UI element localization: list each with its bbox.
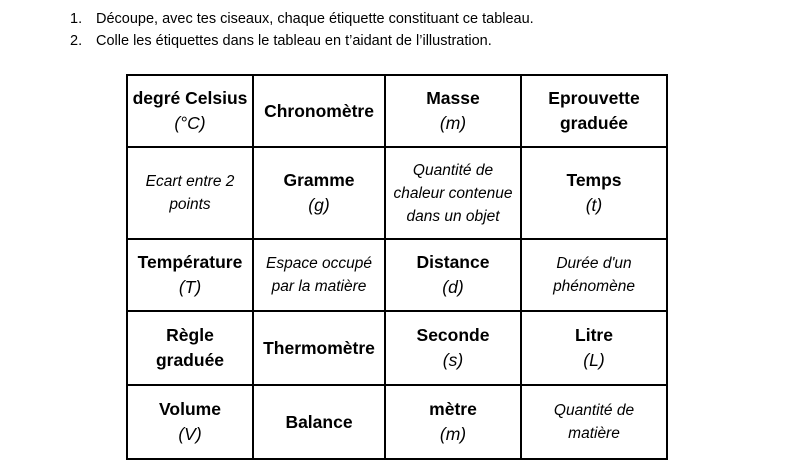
table-cell <box>385 239 521 311</box>
table-cell <box>521 239 667 311</box>
cell-symbol: (t) <box>585 195 603 215</box>
cell-term: mètre <box>429 399 477 419</box>
table-row <box>127 239 667 311</box>
cell-term: Litre <box>575 325 613 345</box>
cell-symbol: (d) <box>442 277 464 297</box>
cell-description: Espace occupé par la matière <box>266 255 372 295</box>
label-table <box>126 74 668 460</box>
instruction-item <box>70 8 534 30</box>
instruction-text: Colle les étiquettes dans le tableau en t’aidant de l’illustration. <box>96 33 492 49</box>
table-cell <box>127 147 253 239</box>
cell-term: Temps <box>566 170 622 190</box>
table-cell <box>385 147 521 239</box>
cell-term: degré Celsius <box>132 88 248 108</box>
cell-term: Règle graduée <box>155 325 225 370</box>
cell-description: Ecart entre 2 points <box>145 173 235 213</box>
cell-term: Distance <box>416 252 490 272</box>
cell-description: Durée d'un phénomène <box>553 255 635 295</box>
table-cell <box>253 239 385 311</box>
cell-symbol: (T) <box>178 277 202 297</box>
cell-term: Volume <box>159 399 221 419</box>
table-cell <box>127 239 253 311</box>
instruction-number: 2. <box>70 33 83 49</box>
instruction-number: 1. <box>70 11 83 27</box>
table-cell <box>253 385 385 459</box>
table-cell <box>521 385 667 459</box>
table-cell <box>253 311 385 385</box>
table-row <box>127 385 667 459</box>
cell-term: Eprouvette graduée <box>548 88 640 133</box>
cell-term: Balance <box>285 411 353 432</box>
instructions-list <box>70 8 534 52</box>
cell-symbol: (g) <box>308 195 330 215</box>
cell-symbol: (m) <box>439 113 467 133</box>
table-cell <box>127 75 253 147</box>
cell-term: Thermomètre <box>263 337 375 358</box>
cell-symbol: (s) <box>442 350 464 370</box>
cell-term: Chronomètre <box>264 100 374 121</box>
table-cell <box>385 75 521 147</box>
table-row <box>127 75 667 147</box>
table-cell <box>253 75 385 147</box>
cell-description: Quantité de matière <box>553 402 635 442</box>
table-cell <box>521 147 667 239</box>
table-cell <box>385 385 521 459</box>
table-cell <box>127 311 253 385</box>
cell-symbol: (V) <box>178 424 202 444</box>
cell-symbol: (°C) <box>174 113 206 133</box>
table-row <box>127 147 667 239</box>
table-cell <box>127 385 253 459</box>
cell-term: Masse <box>426 88 480 108</box>
cell-symbol: (L) <box>583 350 605 370</box>
cell-term: Seconde <box>416 325 490 345</box>
instruction-text: Découpe, avec tes ciseaux, chaque étiquette constituant ce tableau. <box>96 11 534 27</box>
cell-description: Quantité de chaleur contenue dans un objet <box>393 161 513 225</box>
table-cell <box>253 147 385 239</box>
cell-symbol: (m) <box>439 424 467 444</box>
table-row <box>127 311 667 385</box>
instruction-item <box>70 30 534 52</box>
cell-term: Température <box>137 252 243 272</box>
table-cell <box>385 311 521 385</box>
table-cell <box>521 75 667 147</box>
table-cell <box>521 311 667 385</box>
cell-term: Gramme <box>283 170 355 190</box>
